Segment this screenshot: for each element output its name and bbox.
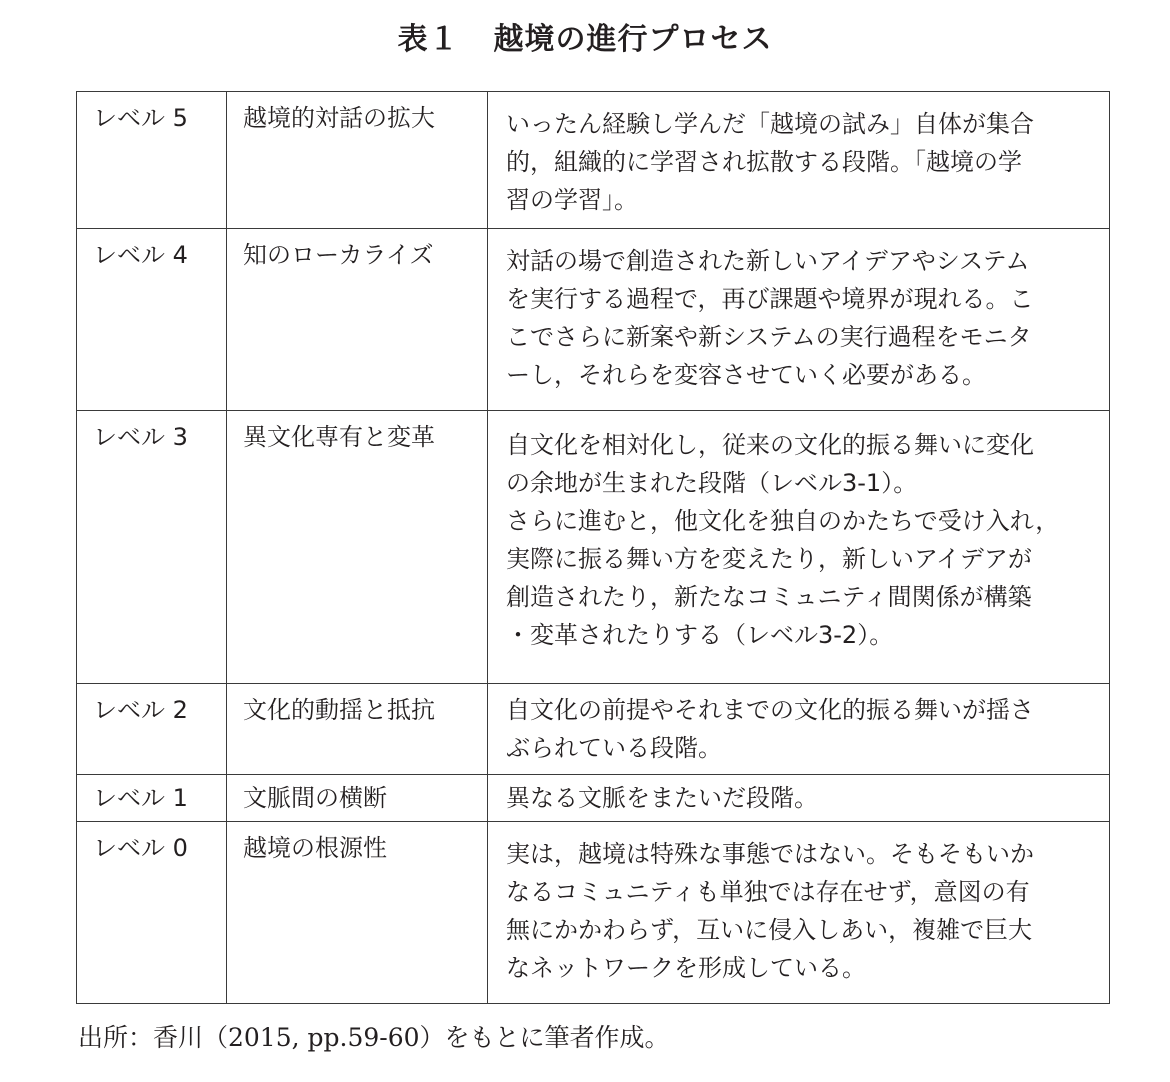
description-line: 無にかかわらず，互いに侵入しあい，複雑で巨大: [506, 916, 1033, 944]
level-label: レベル 0: [93, 834, 188, 862]
description-line: の余地が生まれた段階（レベル3-1）。: [506, 469, 918, 497]
level-label: レベル 2: [93, 696, 188, 724]
table-row: [77, 822, 1110, 1004]
table-title-text: 越境の進行プロセス: [493, 22, 773, 57]
level-label: レベル 5: [93, 104, 188, 132]
level-cell: [77, 411, 227, 684]
description-cell: [488, 229, 1110, 411]
process-table: [76, 91, 1110, 1004]
name-cell: [227, 92, 488, 229]
description-line: 自文化の前提やそれまでの文化的振る舞いが揺さ: [506, 696, 1034, 724]
description-line: いったん経験し学んだ「越境の試み」自体が集合: [506, 110, 1034, 138]
level-name: 越境の根源性: [243, 834, 387, 862]
description-line: 実は，越境は特殊な事態ではない。そもそもいか: [506, 840, 1034, 868]
level-label: レベル 3: [93, 423, 188, 451]
name-cell: [227, 822, 488, 1004]
table-row: [77, 684, 1110, 775]
level-cell: [77, 229, 227, 411]
name-cell: [227, 229, 488, 411]
level-cell: [77, 684, 227, 775]
description-line: を実行する過程で，再び課題や境界が現れる。こ: [506, 285, 1034, 313]
level-name: 越境的対話の拡大: [243, 104, 435, 132]
level-name: 知のローカライズ: [243, 241, 434, 269]
description-line: 自文化を相対化し，従来の文化的振る舞いに変化: [506, 431, 1034, 459]
name-cell: [227, 775, 488, 822]
description-cell: [488, 411, 1110, 684]
name-cell: [227, 411, 488, 684]
table-number: 表１: [397, 22, 460, 57]
description-line: 対話の場で創造された新しいアイデアやシステム: [506, 247, 1030, 275]
description-line: なネットワークを形成している。: [506, 954, 866, 982]
level-label: レベル 1: [93, 784, 188, 812]
level-name: 文化的動揺と抵抗: [243, 696, 435, 724]
table-row: [77, 229, 1110, 411]
table-title: [0, 18, 1170, 62]
description-cell: [488, 822, 1110, 1004]
description-cell: [488, 684, 1110, 775]
table-row: [77, 92, 1110, 229]
level-label: レベル 4: [93, 241, 188, 269]
description-line: 的，組織的に学習され拡散する段階。「越境の学: [506, 148, 1022, 176]
description-line: ーし，それらを変容させていく必要がある。: [506, 361, 986, 389]
description-line: 習の学習」。: [506, 186, 638, 214]
table-row: [77, 411, 1110, 684]
level-cell: [77, 822, 227, 1004]
description-line: 創造されたり，新たなコミュニティ間関係が構築: [506, 583, 1032, 611]
table-row: [77, 775, 1110, 822]
source-note: 出所：香川（2015, pp.59-60）をもとに筆者作成。: [78, 1023, 670, 1052]
description-line: ぶられている段階。: [506, 734, 722, 762]
level-cell: [77, 92, 227, 229]
description-line: ・変革されたりする（レベル3-2）。: [506, 621, 894, 649]
description-cell: [488, 92, 1110, 229]
level-cell: [77, 775, 227, 822]
description-line: 実際に振る舞い方を変えたり，新しいアイデアが: [506, 545, 1032, 573]
description-line: こでさらに新案や新システムの実行過程をモニタ: [506, 323, 1032, 351]
level-name: 文脈間の横断: [243, 784, 387, 812]
description-line: 異なる文脈をまたいだ段階。: [506, 784, 818, 812]
description-cell: [488, 775, 1110, 822]
name-cell: [227, 684, 488, 775]
level-name: 異文化専有と変革: [243, 423, 435, 451]
description-line: なるコミュニティも単独では存在せず，意図の有: [506, 878, 1030, 906]
description-line: さらに進むと，他文化を独自のかたちで受け入れ，: [506, 507, 1060, 535]
